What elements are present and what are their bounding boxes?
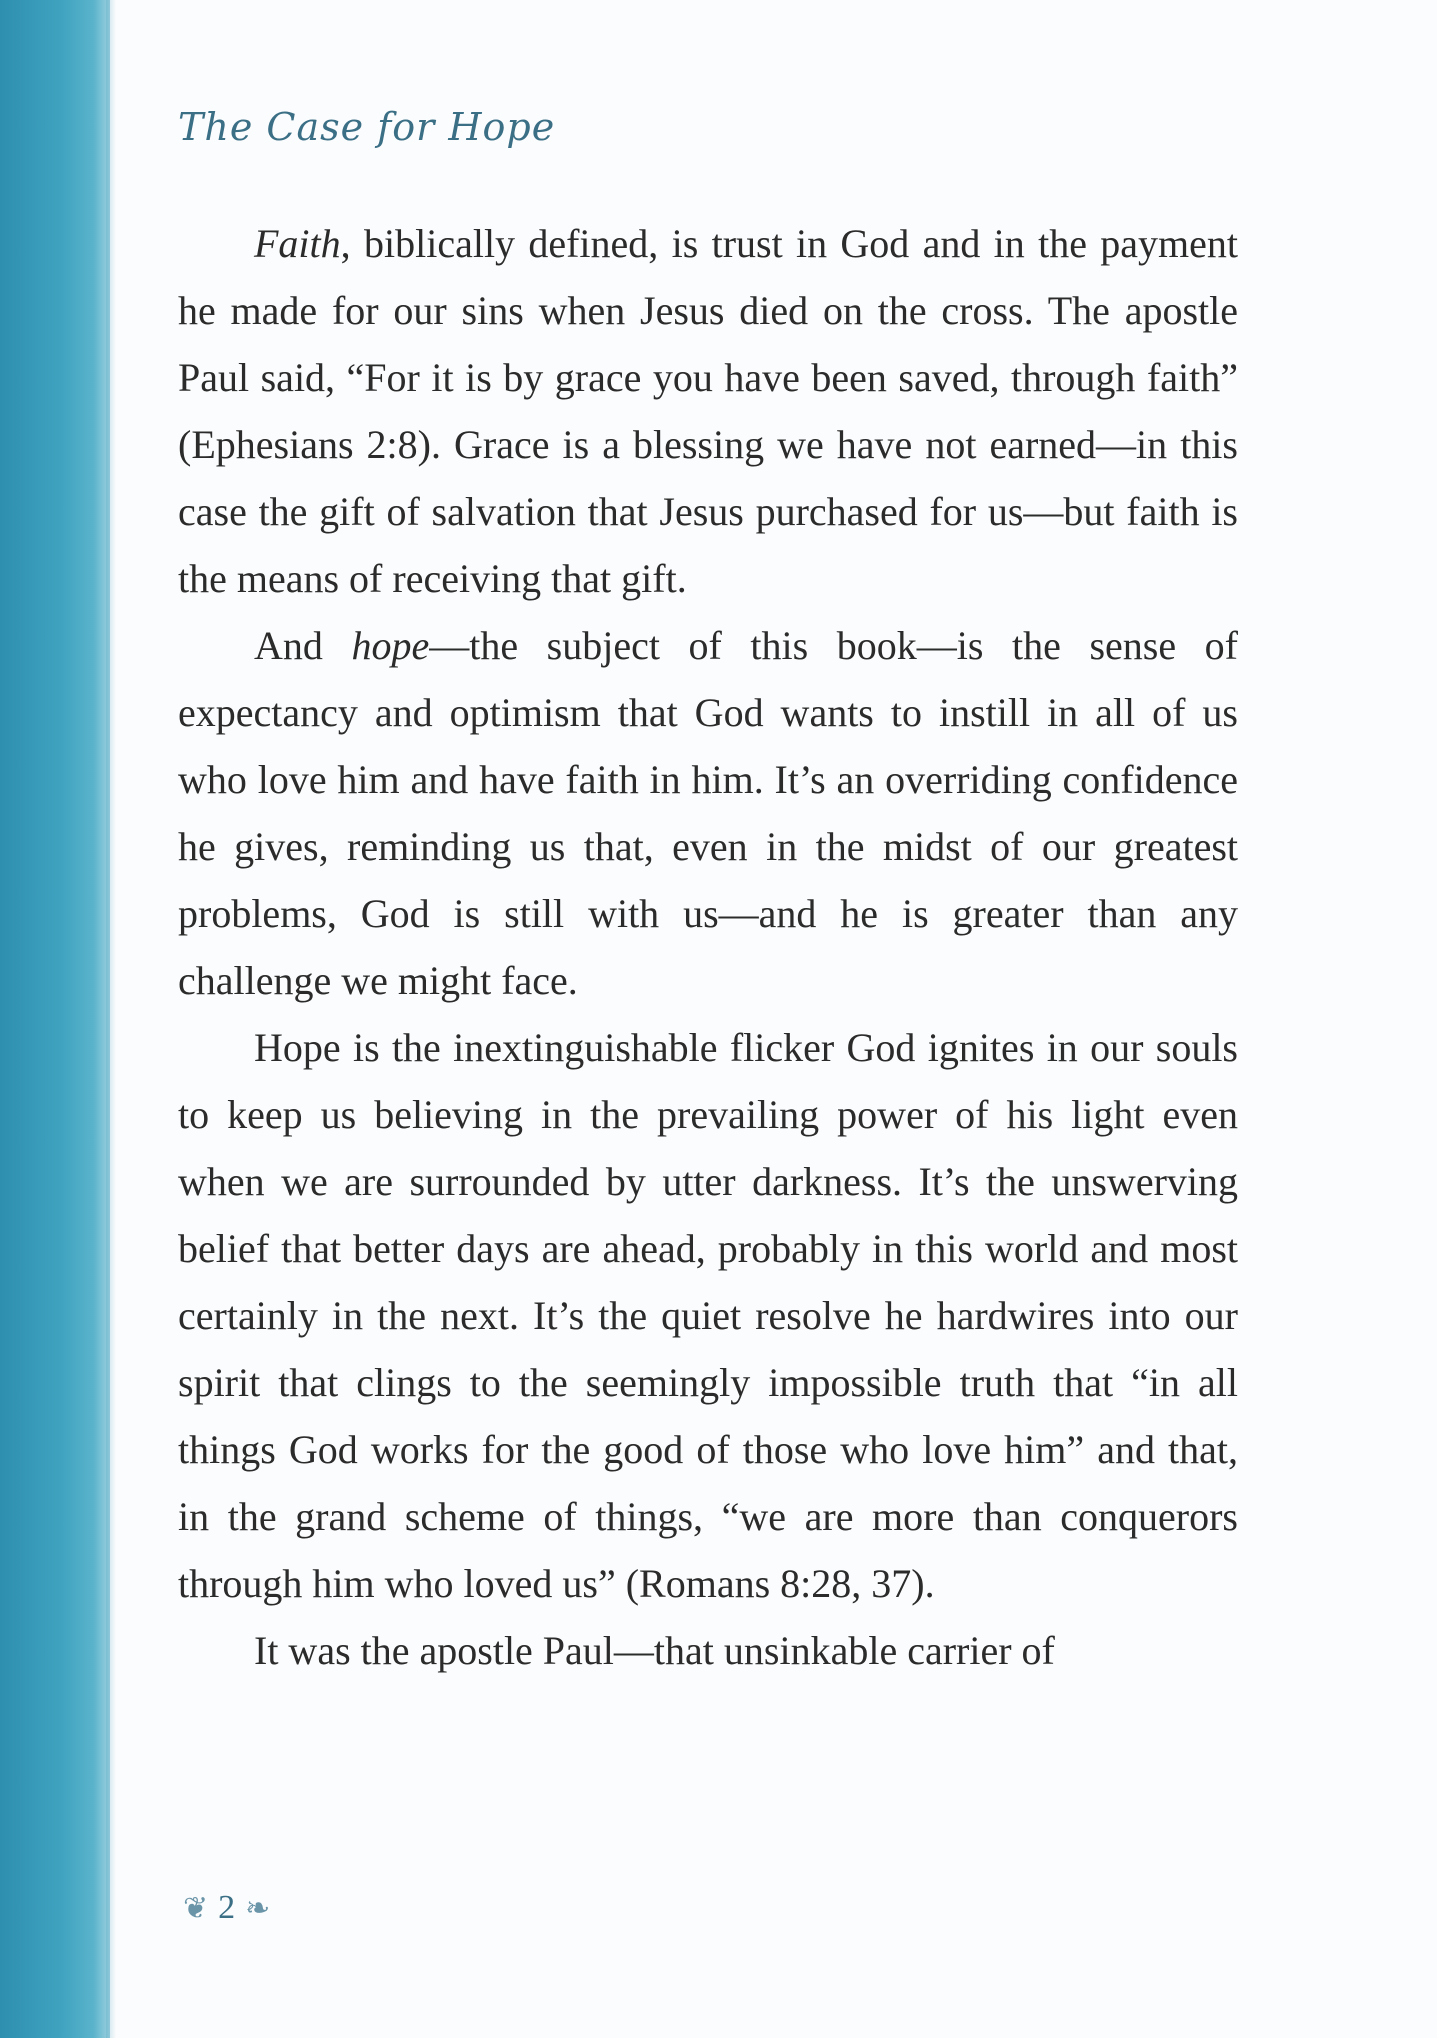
running-head: The Case for Hope: [178, 105, 556, 149]
paragraph-2: [178, 612, 1238, 1014]
paragraph-4: It was the apostle Paul—that unsinkable carrier of: [254, 1628, 1055, 1673]
spine-shadow: [106, 0, 116, 2038]
right-ornament-icon: ❧: [245, 1892, 271, 1925]
page-number: [183, 1889, 270, 1927]
paragraph-1: [178, 210, 1238, 612]
book-spine-edge: [0, 0, 110, 2038]
body-text: [178, 210, 1238, 1684]
paragraph-2-prefix: And: [254, 623, 352, 668]
emphasis-faith: Faith: [254, 221, 341, 266]
page-number-value: 2: [218, 1889, 236, 1926]
emphasis-hope: hope: [351, 623, 430, 668]
paragraph-2-text: —the subject of this book—is the sense of expectancy and optimism that God wants to instill in all of us who love him and have faith in him. It’s an overriding confidence he gives, reminding us that, even in the midst of our greatest problems, God is still with us—and he is greater than any challenge we might face.: [178, 623, 1239, 1003]
left-ornament-icon: ❦: [183, 1892, 209, 1925]
paragraph-1-text: , biblically defined, is trust in God and in the payment he made for our sins when Jesus died on the cross. The apostle Paul said, “For it is by grace you have been saved, through faith” (Ephesians 2:8). Grace is a blessing we have not earned—in this case the gift of salvation that Jesus purchased for us—but faith is the means of receiving that gift.: [178, 221, 1238, 601]
paragraph-3: Hope is the inextinguishable flicker God ignites in our souls to keep us believing in the prevailing power of his light even when we are surrounded by utter darkness. It’s the unswerving belief that better days are ahead, probably in this world and most certainly in the next. It’s the quiet resolve he hardwires into our spirit that clings to the seemingly impossible truth that “in all things God works for the good of those who love him” and that, in the grand scheme of things, “we are more than conquerors through him who loved us” (Romans 8:28, 37).: [178, 1025, 1238, 1606]
